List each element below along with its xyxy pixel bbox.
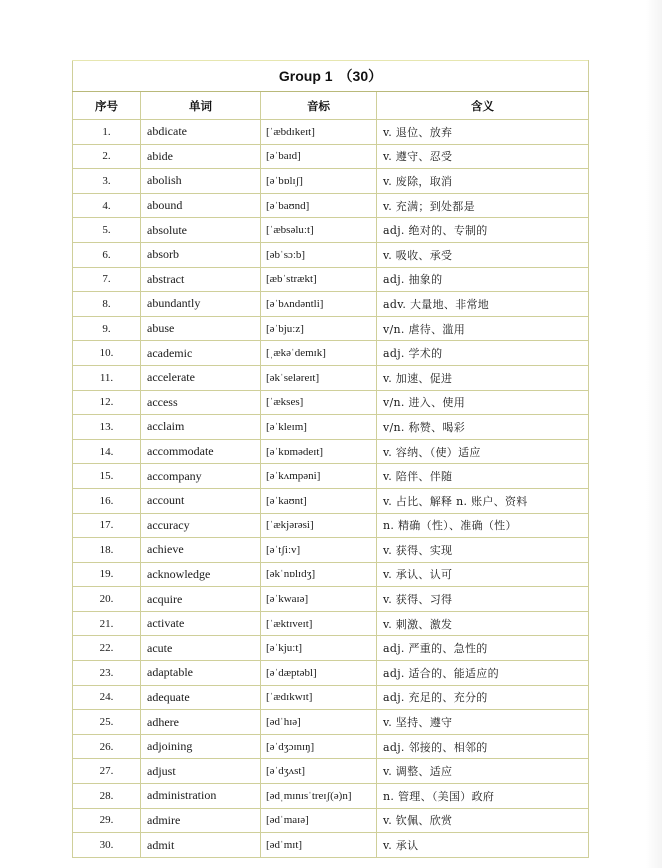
header-meaning: 含义 [377, 92, 589, 120]
row-phonetic: [ədˈmɪt] [261, 833, 377, 858]
row-number: 18. [73, 538, 141, 563]
row-meaning: v. 充满；到处都是 [377, 193, 589, 218]
row-number: 28. [73, 784, 141, 809]
table-row [73, 513, 589, 538]
row-number: 21. [73, 611, 141, 636]
row-number: 5. [73, 218, 141, 243]
row-meaning: v. 废除，取消 [377, 169, 589, 194]
row-word: abound [141, 193, 261, 218]
row-word: acclaim [141, 415, 261, 440]
row-number: 9. [73, 316, 141, 341]
row-word: administration [141, 784, 261, 809]
table-row [73, 464, 589, 489]
table-row [73, 144, 589, 169]
row-phonetic: [əbˈsɔːb] [261, 242, 377, 267]
table-row [73, 316, 589, 341]
row-meaning: v. 钦佩、欣赏 [377, 808, 589, 833]
word-count: （30） [338, 68, 383, 84]
table-row [73, 784, 589, 809]
row-phonetic: [əˈkleɪm] [261, 415, 377, 440]
row-phonetic: [ədˌmɪnɪsˈtreɪʃ(ə)n] [261, 784, 377, 809]
row-word: accompany [141, 464, 261, 489]
row-number: 1. [73, 120, 141, 145]
row-phonetic: [əˈdʒɔɪnɪŋ] [261, 734, 377, 759]
row-number: 24. [73, 685, 141, 710]
table-row [73, 661, 589, 686]
table-row [73, 710, 589, 735]
row-word: abdicate [141, 120, 261, 145]
row-meaning: adj. 绝对的、专制的 [377, 218, 589, 243]
header-num: 序号 [73, 92, 141, 120]
row-word: absolute [141, 218, 261, 243]
table-row [73, 611, 589, 636]
row-phonetic: [əˈkjuːt] [261, 636, 377, 661]
header-ipa: 音标 [261, 92, 377, 120]
table-row [73, 390, 589, 415]
row-word: adhere [141, 710, 261, 735]
table-row [73, 292, 589, 317]
row-meaning: n. 精确（性）、准确（性） [377, 513, 589, 538]
row-meaning: n. 管理、（美国）政府 [377, 784, 589, 809]
table-row [73, 169, 589, 194]
row-phonetic: [ˌækəˈdemɪk] [261, 341, 377, 366]
group-label: Group 1 [278, 68, 333, 84]
table-row [73, 734, 589, 759]
row-meaning: adj. 充足的、充分的 [377, 685, 589, 710]
row-word: achieve [141, 538, 261, 563]
row-number: 19. [73, 562, 141, 587]
table-row [73, 120, 589, 145]
row-word: acknowledge [141, 562, 261, 587]
row-number: 16. [73, 488, 141, 513]
row-phonetic: [ˈædɪkwɪt] [261, 685, 377, 710]
row-word: adjoining [141, 734, 261, 759]
row-phonetic: [əˈkʌmpəni] [261, 464, 377, 489]
row-meaning: v. 容纳、（使）适应 [377, 439, 589, 464]
row-phonetic: [ˈæktɪveɪt] [261, 611, 377, 636]
row-number: 23. [73, 661, 141, 686]
row-number: 29. [73, 808, 141, 833]
row-phonetic: [əˈdʒʌst] [261, 759, 377, 784]
row-phonetic: [ˈæbsəluːt] [261, 218, 377, 243]
row-number: 26. [73, 734, 141, 759]
row-word: access [141, 390, 261, 415]
row-number: 10. [73, 341, 141, 366]
row-word: abundantly [141, 292, 261, 317]
row-phonetic: [ədˈmaɪə] [261, 808, 377, 833]
row-word: academic [141, 341, 261, 366]
row-word: admire [141, 808, 261, 833]
table-row [73, 685, 589, 710]
row-number: 25. [73, 710, 141, 735]
table-title [73, 61, 589, 92]
row-number: 20. [73, 587, 141, 612]
table-row [73, 587, 589, 612]
row-word: accelerate [141, 365, 261, 390]
row-meaning: adj. 学术的 [377, 341, 589, 366]
row-meaning: v. 承认、认可 [377, 562, 589, 587]
table-row [73, 193, 589, 218]
row-meaning: adj. 抽象的 [377, 267, 589, 292]
row-number: 15. [73, 464, 141, 489]
row-phonetic: [əkˈnɒlɪdʒ] [261, 562, 377, 587]
row-number: 11. [73, 365, 141, 390]
row-meaning: v. 加速、促进 [377, 365, 589, 390]
row-number: 2. [73, 144, 141, 169]
row-number: 22. [73, 636, 141, 661]
row-word: admit [141, 833, 261, 858]
row-meaning: v. 获得、习得 [377, 587, 589, 612]
row-number: 6. [73, 242, 141, 267]
row-phonetic: [əˈkwaɪə] [261, 587, 377, 612]
row-word: acute [141, 636, 261, 661]
row-phonetic: [əˈtʃiːv] [261, 538, 377, 563]
row-phonetic: [əˈkɒmədeɪt] [261, 439, 377, 464]
table-row [73, 538, 589, 563]
row-word: adaptable [141, 661, 261, 686]
row-meaning: v. 吸收、承受 [377, 242, 589, 267]
row-word: abuse [141, 316, 261, 341]
table-row [73, 218, 589, 243]
row-phonetic: [əˈbaʊnd] [261, 193, 377, 218]
table-row [73, 562, 589, 587]
row-phonetic: [ˈækjərəsi] [261, 513, 377, 538]
row-meaning: v. 坚持、遵守 [377, 710, 589, 735]
table-row [73, 636, 589, 661]
table-row [73, 759, 589, 784]
row-phonetic: [ˈæbdɪkeɪt] [261, 120, 377, 145]
row-number: 14. [73, 439, 141, 464]
row-number: 27. [73, 759, 141, 784]
row-phonetic: [æbˈstrækt] [261, 267, 377, 292]
row-word: acquire [141, 587, 261, 612]
row-number: 17. [73, 513, 141, 538]
row-meaning: v/n. 称赞、喝彩 [377, 415, 589, 440]
table-row [73, 415, 589, 440]
row-number: 12. [73, 390, 141, 415]
row-meaning: v. 刺激、激发 [377, 611, 589, 636]
vocabulary-sheet [72, 60, 588, 858]
row-phonetic: [əˈbɒlɪʃ] [261, 169, 377, 194]
row-word: absorb [141, 242, 261, 267]
table-row [73, 439, 589, 464]
header-row [73, 92, 589, 120]
row-meaning: v. 获得、实现 [377, 538, 589, 563]
table-row [73, 833, 589, 858]
table-row [73, 341, 589, 366]
row-meaning: adj. 适合的、能适应的 [377, 661, 589, 686]
title-row [73, 61, 589, 92]
row-word: accommodate [141, 439, 261, 464]
vocabulary-table [72, 60, 589, 858]
table-row [73, 808, 589, 833]
header-word: 单词 [141, 92, 261, 120]
row-word: abolish [141, 169, 261, 194]
row-meaning: adv. 大量地、非常地 [377, 292, 589, 317]
row-word: account [141, 488, 261, 513]
row-meaning: v. 退位、放弃 [377, 120, 589, 145]
row-meaning: v. 承认 [377, 833, 589, 858]
row-number: 13. [73, 415, 141, 440]
row-meaning: v. 占比、解释 n. 账户、资料 [377, 488, 589, 513]
row-meaning: adj. 邻接的、相邻的 [377, 734, 589, 759]
row-word: activate [141, 611, 261, 636]
row-word: abstract [141, 267, 261, 292]
row-phonetic: [ˈækses] [261, 390, 377, 415]
table-row [73, 267, 589, 292]
row-meaning: v/n. 虐待、滥用 [377, 316, 589, 341]
row-number: 30. [73, 833, 141, 858]
row-phonetic: [əˈbʌndəntli] [261, 292, 377, 317]
row-word: adequate [141, 685, 261, 710]
row-phonetic: [əˈkaʊnt] [261, 488, 377, 513]
row-phonetic: [əˈbaɪd] [261, 144, 377, 169]
table-row [73, 488, 589, 513]
row-number: 3. [73, 169, 141, 194]
row-meaning: v. 调整、适应 [377, 759, 589, 784]
row-number: 8. [73, 292, 141, 317]
row-phonetic: [əkˈseləreɪt] [261, 365, 377, 390]
row-meaning: v/n. 进入、使用 [377, 390, 589, 415]
row-meaning: v. 遵守、忍受 [377, 144, 589, 169]
row-number: 4. [73, 193, 141, 218]
row-meaning: adj. 严重的、急性的 [377, 636, 589, 661]
table-row [73, 365, 589, 390]
row-word: accuracy [141, 513, 261, 538]
row-word: abide [141, 144, 261, 169]
row-meaning: v. 陪伴、伴随 [377, 464, 589, 489]
table-row [73, 242, 589, 267]
row-phonetic: [əˈdæptəbl] [261, 661, 377, 686]
row-phonetic: [ədˈhɪə] [261, 710, 377, 735]
row-number: 7. [73, 267, 141, 292]
page-edge-shadow [646, 0, 662, 868]
row-phonetic: [əˈbjuːz] [261, 316, 377, 341]
row-word: adjust [141, 759, 261, 784]
